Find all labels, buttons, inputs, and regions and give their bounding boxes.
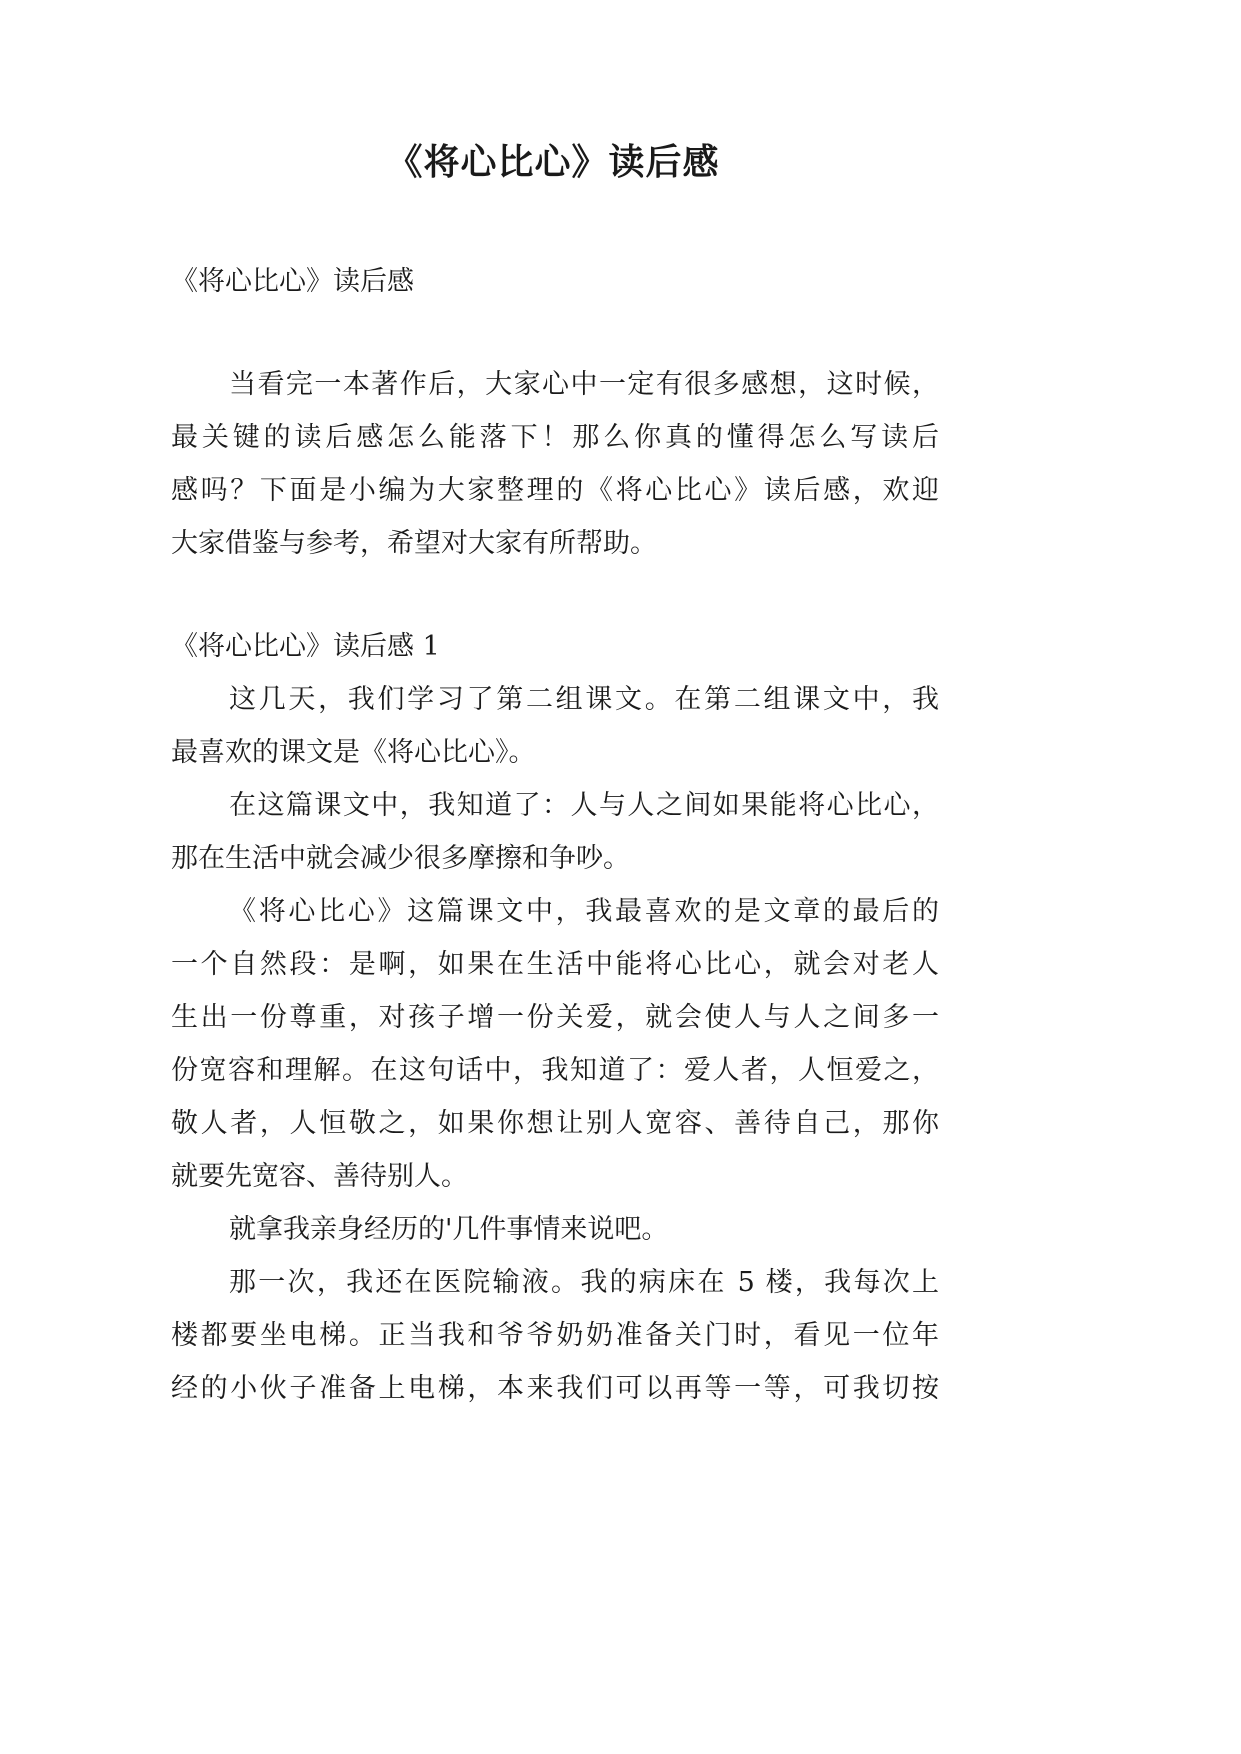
body-line: 生出一份尊重，对孩子增一份关爱，就会使人与人之间多一: [171, 1002, 939, 1033]
body-line: 一个自然段：是啊，如果在生活中能将心比心，就会对老人: [171, 949, 939, 980]
body-line: 敬人者，人恒敬之，如果你想让别人宽容、善待自己，那你: [171, 1108, 939, 1139]
body-line: 《将心比心》这篇课文中，我最喜欢的是文章的最后的: [229, 896, 939, 927]
intro-line: 当看完一本著作后，大家心中一定有很多感想，这时候，: [229, 369, 939, 400]
body-line: 就要先宽容、善待别人。: [171, 1161, 468, 1192]
body-line: 就拿我亲身经历的'几件事情来说吧。: [229, 1214, 669, 1245]
body-line: 份宽容和理解。在这句话中，我知道了：爱人者，人恒爱之，: [171, 1055, 939, 1086]
section-heading: 《将心比心》读后感 1: [171, 631, 440, 662]
body-line: 在这篇课文中，我知道了：人与人之间如果能将心比心，: [229, 790, 939, 821]
body-line: 那一次，我还在医院输液。我的病床在 5 楼，我每次上: [229, 1267, 939, 1298]
body-line: 楼都要坐电梯。正当我和爷爷奶奶准备关门时，看见一位年: [171, 1320, 939, 1351]
body-line: 那在生活中就会减少很多摩擦和争吵。: [171, 843, 630, 874]
document-title: 《将心比心》读后感: [386, 141, 720, 183]
body-line: 这几天，我们学习了第二组课文。在第二组课文中，我: [229, 684, 939, 715]
document-subtitle: 《将心比心》读后感: [171, 266, 414, 297]
body-line: 最喜欢的课文是《将心比心》。: [171, 737, 536, 768]
intro-line: 最关键的读后感怎么能落下！那么你真的懂得怎么写读后: [171, 422, 939, 453]
body-line: 经的小伙子准备上电梯，本来我们可以再等一等，可我切按: [171, 1373, 939, 1404]
intro-line: 感吗？下面是小编为大家整理的《将心比心》读后感，欢迎: [171, 475, 939, 506]
intro-line: 大家借鉴与参考，希望对大家有所帮助。: [171, 528, 657, 559]
